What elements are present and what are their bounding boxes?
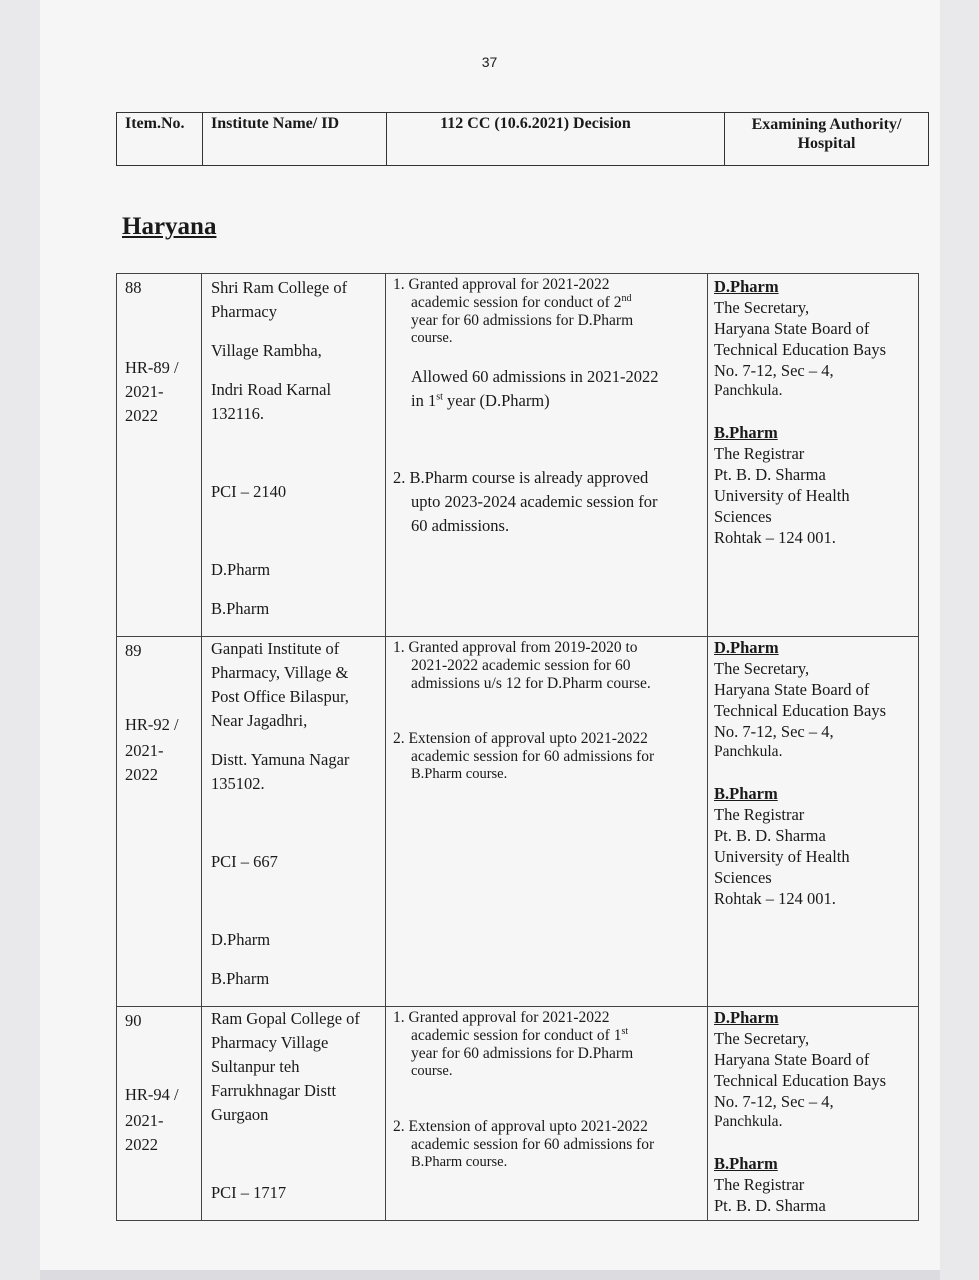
institute-address: Distt. Yamuna Nagar <box>211 750 350 769</box>
pci-id: PCI – 1717 <box>211 1183 287 1202</box>
decision-text: 2. Extension of approval upto 2021-2022 <box>393 1118 648 1135</box>
institute-address: Indri Road Karnal <box>211 380 332 399</box>
authority-text: Rohtak – 124 001. <box>714 528 836 547</box>
decision-text: course. <box>411 330 453 346</box>
institute-address: 132116. <box>211 404 265 423</box>
authority-text: The Secretary, <box>714 1029 810 1048</box>
decision-text: academic session for conduct of 1st <box>411 1025 629 1044</box>
authority-text: No. 7-12, Sec – 4, <box>714 361 834 380</box>
institute-address: Pharmacy, Village & <box>211 663 349 682</box>
pci-id: PCI – 667 <box>211 852 278 871</box>
ref-no: 2021- <box>125 1111 164 1130</box>
authority-title: D.Pharm <box>714 277 779 296</box>
ref-no: HR-89 / <box>125 358 179 377</box>
decision-text: 1. Granted approval from 2019-2020 to <box>393 639 638 656</box>
authority-title: B.Pharm <box>714 1154 778 1173</box>
table-row <box>116 636 919 1007</box>
ref-no: 2022 <box>125 1135 158 1154</box>
institute-name: Ram Gopal College of <box>211 1009 360 1028</box>
decision-text: admissions u/s 12 for D.Pharm course. <box>411 675 651 692</box>
authority-text: Haryana State Board of <box>714 1050 870 1069</box>
header-authority-line2: Hospital <box>797 135 856 153</box>
decision-text: 2021-2022 academic session for 60 <box>411 657 631 674</box>
decision-text: 1. Granted approval for 2021-2022 <box>393 1009 610 1026</box>
decision-text: academic session for 60 admissions for <box>411 748 655 765</box>
ref-no: 2021- <box>125 382 164 401</box>
decision-text: 2. B.Pharm course is already approved <box>393 468 649 487</box>
authority-text: Technical Education Bays <box>714 701 887 720</box>
page-edge <box>40 1270 940 1280</box>
institute-name: Pharmacy <box>211 302 277 321</box>
ref-no: 2022 <box>125 765 158 784</box>
institute-address: Post Office Bilaspur, <box>211 687 349 706</box>
authority-text: No. 7-12, Sec – 4, <box>714 722 834 741</box>
header-authority <box>725 113 928 165</box>
authority-text: Sciences <box>714 868 772 887</box>
table-header <box>116 112 929 166</box>
institute-address: Gurgaon <box>211 1105 269 1124</box>
authority-text: The Registrar <box>714 444 805 463</box>
decision-text: academic session for 60 admissions for <box>411 1136 655 1153</box>
authority-text: The Registrar <box>714 1175 805 1194</box>
authority-text: Technical Education Bays <box>714 1071 887 1090</box>
authority-text: Panchkula. <box>714 743 783 760</box>
institute-address: Pharmacy Village <box>211 1033 329 1052</box>
ref-no: HR-94 / <box>125 1085 179 1104</box>
course: D.Pharm <box>211 560 271 579</box>
authority-text: Haryana State Board of <box>714 319 870 338</box>
authority-title: D.Pharm <box>714 1008 779 1027</box>
course: D.Pharm <box>211 930 271 949</box>
institute-address: Near Jagadhri, <box>211 711 308 730</box>
decision-text: upto 2023-2024 academic session for <box>411 492 658 511</box>
decision-text: course. <box>411 1063 453 1079</box>
authority-text: Pt. B. D. Sharma <box>714 1196 826 1215</box>
ref-no: HR-92 / <box>125 715 179 734</box>
authority-text: University of Health <box>714 486 850 505</box>
authority-title: D.Pharm <box>714 638 779 657</box>
decision-text: 2. Extension of approval upto 2021-2022 <box>393 730 648 747</box>
ref-no: 2021- <box>125 741 164 760</box>
header-institute: Institute Name/ ID <box>203 113 387 165</box>
authority-text: Pt. B. D. Sharma <box>714 465 826 484</box>
authority-text: Pt. B. D. Sharma <box>714 826 826 845</box>
course: B.Pharm <box>211 599 270 618</box>
institute-address: Farrukhnagar Distt <box>211 1081 337 1100</box>
ref-no: 2022 <box>125 406 158 425</box>
header-authority-line1: Examining Authority/ <box>751 116 902 133</box>
pci-id: PCI – 2140 <box>211 482 287 501</box>
decision-text: B.Pharm course. <box>411 1154 508 1170</box>
decision-text: year for 60 admissions for D.Pharm <box>411 1045 634 1062</box>
authority-text: The Secretary, <box>714 298 810 317</box>
authority-text: No. 7-12, Sec – 4, <box>714 1092 834 1111</box>
item-no: 88 <box>125 278 142 297</box>
table-row <box>116 273 919 637</box>
institute-address: 135102. <box>211 774 265 793</box>
authority-text: University of Health <box>714 847 850 866</box>
authority-text: Sciences <box>714 507 772 526</box>
authority-text: Haryana State Board of <box>714 680 870 699</box>
decision-text: in 1st year (D.Pharm) <box>411 391 550 410</box>
item-no: 89 <box>125 641 142 660</box>
authority-title: B.Pharm <box>714 784 778 803</box>
page-number: 37 <box>481 54 498 70</box>
institute-name: Shri Ram College of <box>211 278 348 297</box>
authority-text: Technical Education Bays <box>714 340 887 359</box>
authority-text: The Secretary, <box>714 659 810 678</box>
decision-text: 1. Granted approval for 2021-2022 <box>393 276 610 293</box>
decision-text: academic session for conduct of 2nd <box>411 292 632 311</box>
decision-text: year for 60 admissions for D.Pharm <box>411 312 634 329</box>
course: B.Pharm <box>211 969 270 988</box>
section-title: Haryana <box>122 213 217 240</box>
authority-text: The Registrar <box>714 805 805 824</box>
institute-name: Ganpati Institute of <box>211 639 340 658</box>
institute-address: Village Rambha, <box>211 341 322 360</box>
header-item-no: Item.No. <box>117 113 203 165</box>
table-row <box>116 1006 919 1221</box>
authority-title: B.Pharm <box>714 423 778 442</box>
institute-address: Sultanpur teh <box>211 1057 300 1076</box>
header-decision: 112 CC (10.6.2021) Decision <box>387 113 725 165</box>
decision-text: 60 admissions. <box>411 516 510 535</box>
decision-text: Allowed 60 admissions in 2021-2022 <box>411 367 659 386</box>
item-no: 90 <box>125 1011 142 1030</box>
authority-text: Panchkula. <box>714 1113 783 1130</box>
authority-text: Panchkula. <box>714 382 783 399</box>
decision-text: B.Pharm course. <box>411 766 508 782</box>
authority-text: Rohtak – 124 001. <box>714 889 836 908</box>
